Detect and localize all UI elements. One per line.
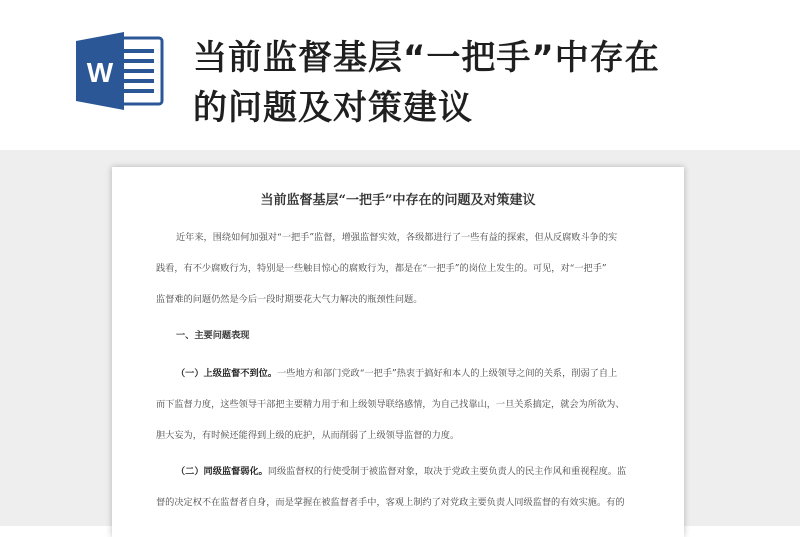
page-title-line-2: 的问题及对策建议: [193, 88, 473, 128]
page-header: [0, 0, 800, 150]
document-page[interactable]: [112, 167, 684, 537]
word-document-icon: [76, 32, 166, 110]
intro-line-1: 近年来，围绕如何加强对“一把手”监督，增强监督实效，各级都进行了一些有益的探索，但从反腐败斗争的实: [176, 232, 618, 243]
item-1-line-1: [176, 365, 617, 379]
word-icon-letter: W: [86, 57, 114, 88]
item-2-line-2: 督的决定权不在监督者自身，而是掌握在被监督者手中，客观上制约了对党政主要负责人同级监督的有效实施。有的: [156, 497, 625, 508]
intro-line-2: 践看，有不少腐败行为，特别是一些触目惊心的腐败行为，都是在“一把手”的岗位上发生的。可见，对“一把手”: [156, 263, 607, 274]
item-1-text: 一些地方和部门党政“一把手”热衷于搞好和本人的上级领导之间的关系，削弱了自上: [277, 368, 618, 379]
document-title: 当前监督基层“一把手”中存在的问题及对策建议: [260, 193, 536, 208]
page-title-line-1: 当前监督基层“一把手”中存在: [193, 38, 660, 78]
item-2-line-1: [176, 463, 626, 477]
item-2-heading: （二）同级监督弱化。: [176, 466, 268, 477]
item-1-heading: （一）上级监督不到位。: [176, 368, 278, 379]
intro-line-3: 监督难的问题仍然是今后一段时期要花大气力解决的瓶颈性问题。: [156, 294, 423, 305]
item-2-text: 同级监督权的行使受制于被监督对象，取决于党政主要负责人的民主作风和重视程度。监: [267, 466, 627, 477]
section-heading-1: 一、主要问题表现: [176, 330, 250, 341]
item-1-line-3: 胆大妄为，有时候还能得到上级的庇护，从而削弱了上级领导监督的力度。: [156, 430, 460, 441]
item-1-line-2: 而下监督力度，这些领导干部把主要精力用于和上级领导联络感情，为自己找靠山，一旦关系搞定，就会为所欲为、: [156, 399, 625, 410]
